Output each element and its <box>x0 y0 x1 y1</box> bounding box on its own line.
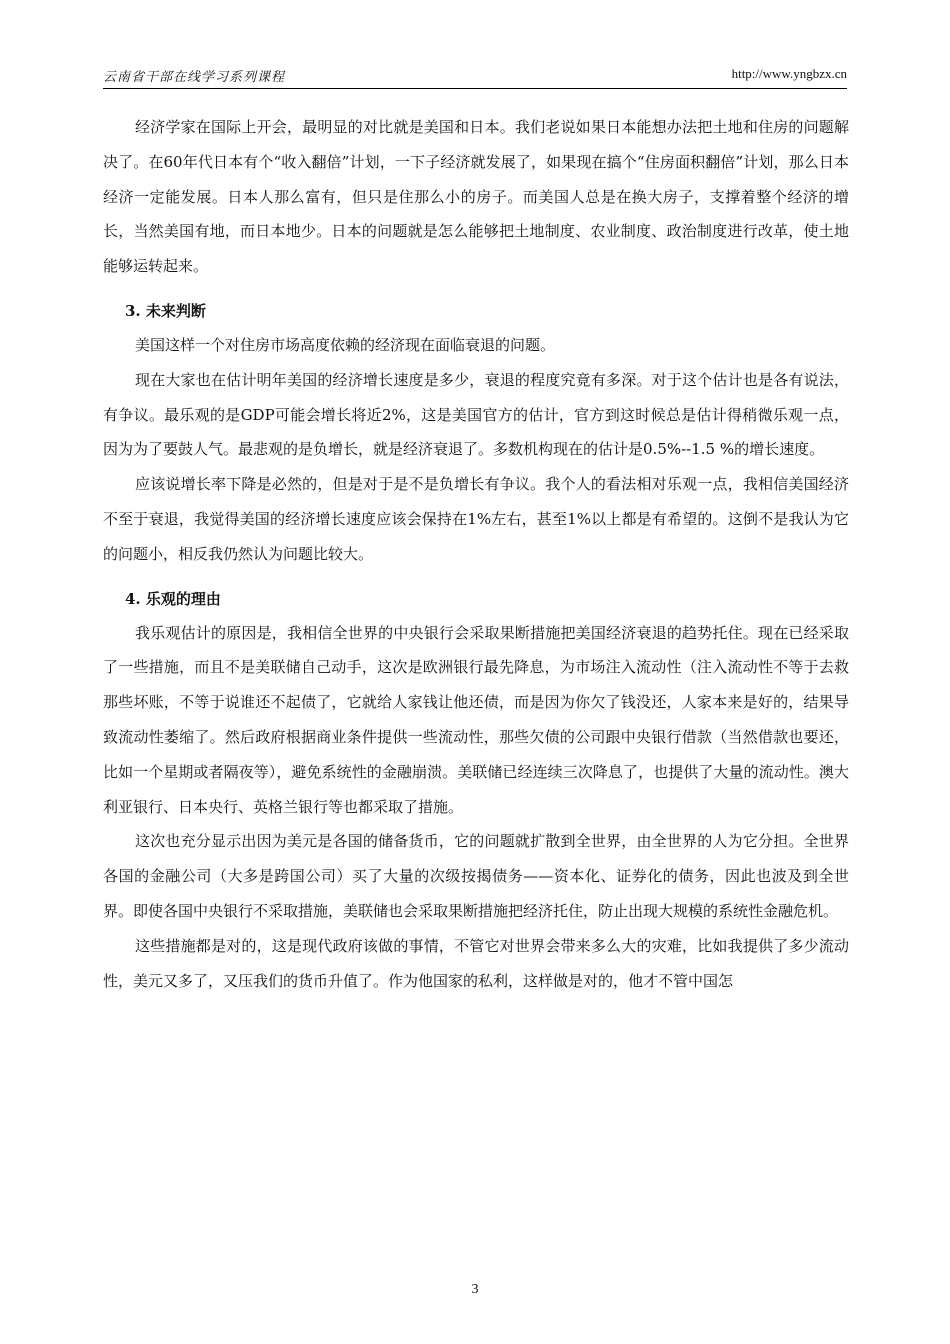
page-number: 3 <box>471 1282 479 1297</box>
paragraph-recession: 美国这样一个对住房市场高度依赖的经济现在面临衰退的问题。 <box>135 335 556 354</box>
paragraph-growth-estimate: 现在大家也在估计明年美国的经济增长速度是多少，衰退的程度究竟有多深。对于这个估计也是各有说法，有争议。最乐观的是GDP可能会增长将近2%，这是美国官方的估计，官方到这时候总是估计得稍微乐观一点，因为为了要鼓人气。最悲观的是负增长，就是经济衰退了。多数机构现在的估计是0.5%--1.5 %的增长速度。 <box>103 370 849 459</box>
document-body <box>103 110 849 998</box>
paragraph-us-japan: 经济学家在国际上开会，最明显的对比就是美国和日本。我们老说如果日本能想办法把土地和住房的问题解决了。在60年代日本有个“收入翻倍”计划，一下子经济就发展了，如果现在搞个“住房面积翻倍”计划，那么日本经济一定能发展。日本人那么富有，但只是住那么小的房子。而美国人总是在换大房子，支撑着整个经济的增长，当然美国有地，而日本地少。日本的问题就是怎么能够把土地制度、农业制度、政治制度进行改革，使土地能够运转起来。 <box>103 118 849 276</box>
paragraph-dollar-reserve: 这次也充分显示出因为美元是各国的储备货币，它的问题就扩散到全世界，由全世界的人为它分担。全世界各国的金融公司（大多是跨国公司）买了大量的次级按揭债务——资本化、证券化的债务，因此也波及到全世界。即使各国中央银行不采取措施，美联储也会采取果断措施把经济托住，防止出现大规模的系统性金融危机。 <box>103 832 849 920</box>
page-header <box>103 66 847 89</box>
header-course-title: 云南省干部在线学习系列课程 <box>103 70 286 85</box>
section-heading-optimism: 4. 乐观的理由 <box>125 589 221 608</box>
paragraph-central-banks: 我乐观估计的原因是，我相信全世界的中央银行会采取果断措施把美国经济衰退的趋势托住。现在已经采取了一些措施，而且不是美联储自己动手，这次是欧洲银行最先降息，为市场注入流动性（注入流动性不等于去救那些坏账，不等于说谁还不起债了，它就给人家钱让他还债，而是因为你欠了钱没还，人家本来是好的，结果导致流动性萎缩了。然后政府根据商业条件提供一些流动性，那些欠债的公司跟中央银行借款（当然借款也要还，比如一个星期或者隔夜等），避免系统性的金融崩溃。美联储已经连续三次降息了，也提供了大量的流动性。澳大利亚银行、日本央行、英格兰银行等也都采取了措施。 <box>103 623 849 816</box>
paragraph-government-measures: 这些措施都是对的，这是现代政府该做的事情，不管它对世界会带来多么大的灾难，比如我提供了多少流动性，美元又多了，又压我们的货币升值了。作为他国家的私利，这样做是对的，他才不管中国怎 <box>103 936 849 990</box>
header-url[interactable]: http://www.yngbzx.cn <box>731 66 847 81</box>
section-heading-future: 3. 未来判断 <box>125 301 206 320</box>
paragraph-growth-opinion: 应该说增长率下降是必然的，但是对于是不是负增长有争议。我个人的看法相对乐观一点，我相信美国经济不至于衰退，我觉得美国的经济增长速度应该会保持在1%左右，甚至1%以上都是有希望的。这倒不是我认为它的问题小，相反我仍然认为问题比较大。 <box>103 475 849 563</box>
